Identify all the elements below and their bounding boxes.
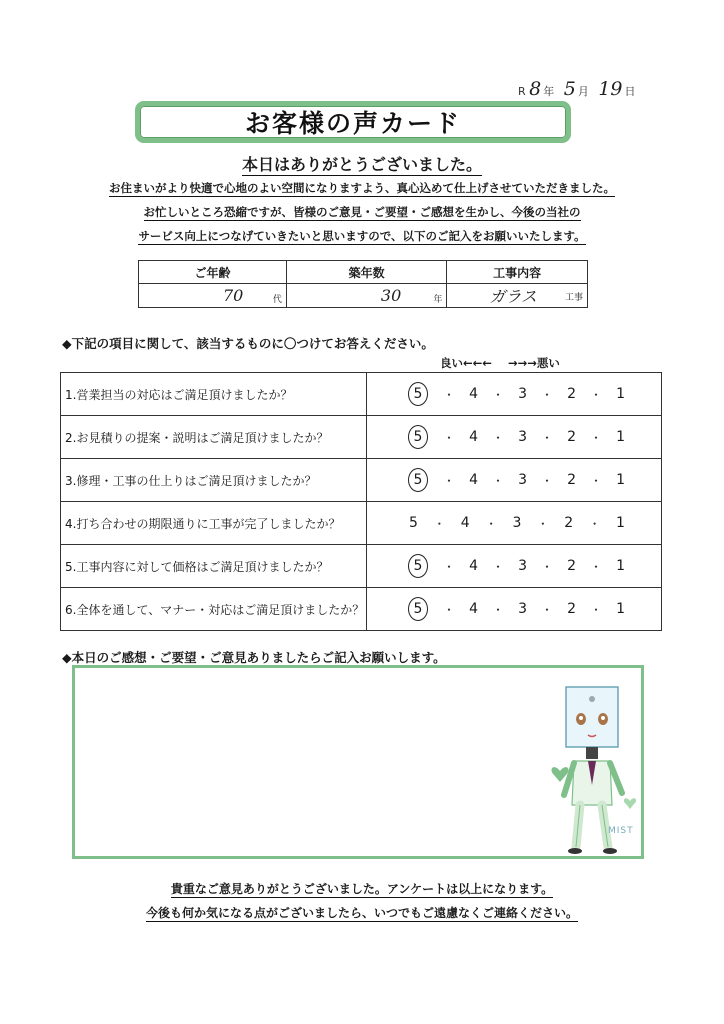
- date-month: 5: [563, 78, 576, 100]
- rating-option-1[interactable]: 1: [616, 515, 625, 531]
- rating-cell: [367, 588, 662, 631]
- survey-row: [61, 588, 662, 631]
- age-value: 70: [223, 286, 244, 305]
- comments-heading: ◆本日のご感想・ご要望・ご意見ありましたらご記入お願いします。: [62, 650, 446, 665]
- footer-line-1: [0, 880, 724, 897]
- date-year: 8: [529, 78, 542, 100]
- date-day-label: 日: [624, 85, 636, 98]
- rating-option-2[interactable]: 2: [567, 601, 576, 617]
- date-month-label: 月: [577, 85, 589, 98]
- building-age-header: 築年数: [286, 261, 446, 284]
- question-text: 6.全体を通して、マナー・対応はご満足頂けましたか？: [61, 588, 367, 631]
- date-era: R: [518, 85, 526, 98]
- rating-option-4[interactable]: 4: [469, 472, 478, 488]
- footer-text-1: 貴重なご意見ありがとうございました。アンケートは以上になります。: [170, 882, 554, 896]
- rating-separator: ・: [492, 473, 505, 488]
- survey-row: [61, 459, 662, 502]
- rating-separator: ・: [541, 602, 554, 617]
- intro-line-1: [0, 180, 724, 196]
- rating-cell: [367, 545, 662, 588]
- rating-options: [367, 468, 661, 492]
- rating-separator: ・: [443, 473, 456, 488]
- survey-row: [61, 545, 662, 588]
- rating-separator: ・: [590, 602, 603, 617]
- rating-option-3[interactable]: 3: [518, 386, 527, 402]
- rating-separator: ・: [541, 473, 554, 488]
- rating-option-5[interactable]: 5: [408, 425, 428, 449]
- rating-option-5[interactable]: 5: [408, 468, 428, 492]
- date-year-label: 年: [543, 85, 555, 98]
- rating-separator: ・: [541, 430, 554, 445]
- rating-separator: ・: [590, 559, 603, 574]
- rating-option-2[interactable]: 2: [567, 472, 576, 488]
- survey-row: [61, 502, 662, 545]
- rating-separator: ・: [492, 387, 505, 402]
- questions-heading: ◆下記の項目に関して、該当するものに〇つけてお答えください。: [62, 336, 434, 351]
- rating-scale: [440, 355, 560, 371]
- rating-option-1[interactable]: 1: [616, 558, 625, 574]
- age-header: ご年齢: [139, 261, 287, 284]
- thanks-subtitle: [0, 152, 724, 175]
- date-line: [518, 78, 642, 100]
- rating-separator: ・: [485, 516, 498, 531]
- rating-option-4[interactable]: 4: [469, 386, 478, 402]
- rating-cell: [367, 459, 662, 502]
- age-unit: 代: [272, 295, 282, 305]
- rating-option-3[interactable]: 3: [518, 472, 527, 488]
- intro-text-3: サービス向上につなげていきたいと思いますので、以下のご記入をお願いいたします。: [138, 229, 586, 243]
- building-age-cell[interactable]: [286, 284, 446, 308]
- intro-line-2: [0, 204, 724, 220]
- scale-bad: →→→悪い: [507, 356, 560, 370]
- rating-option-5[interactable]: 5: [408, 382, 428, 406]
- info-value-row: [139, 284, 588, 308]
- rating-separator: ・: [590, 473, 603, 488]
- rating-separator: ・: [590, 430, 603, 445]
- rating-option-3[interactable]: 3: [512, 515, 522, 531]
- rating-option-3[interactable]: 3: [518, 558, 527, 574]
- rating-cell: [367, 416, 662, 459]
- rating-options: [367, 554, 661, 578]
- rating-option-1[interactable]: 1: [616, 429, 625, 445]
- rating-option-4[interactable]: 4: [460, 515, 470, 531]
- survey-row: [61, 373, 662, 416]
- question-text: 5.工事内容に対して価格はご満足頂けましたか？: [61, 545, 367, 588]
- rating-separator: ・: [443, 387, 456, 402]
- rating-option-3[interactable]: 3: [518, 429, 527, 445]
- survey-row: [61, 416, 662, 459]
- rating-options: [367, 425, 661, 449]
- rating-option-4[interactable]: 4: [469, 429, 478, 445]
- rating-option-4[interactable]: 4: [469, 601, 478, 617]
- question-text: 4.打ち合わせの期限通りに工事が完了しましたか？: [61, 502, 367, 545]
- rating-option-1[interactable]: 1: [616, 601, 625, 617]
- rating-option-5[interactable]: 5: [408, 554, 428, 578]
- intro-text-2: お忙しいところ恐縮ですが、皆様のご意見・ご要望・ご感想を生かし、今後の当社の: [143, 205, 581, 219]
- rating-separator: ・: [588, 516, 601, 531]
- rating-options: [367, 382, 661, 406]
- scale-good: 良い←←←: [440, 356, 492, 370]
- rating-separator: ・: [433, 516, 446, 531]
- building-age-value: 30: [380, 286, 402, 305]
- rating-separator: ・: [541, 387, 554, 402]
- mascot-label: MIST: [608, 826, 634, 836]
- rating-option-2[interactable]: 2: [567, 558, 576, 574]
- question-text: 1.営業担当の対応はご満足頂けましたか？: [61, 373, 367, 416]
- rating-option-5[interactable]: 5: [409, 515, 418, 531]
- rating-separator: ・: [492, 602, 505, 617]
- rating-separator: ・: [492, 559, 505, 574]
- rating-options: [367, 597, 661, 621]
- rating-separator: ・: [541, 559, 554, 574]
- age-cell[interactable]: [139, 284, 287, 308]
- work-value: ガラス: [489, 287, 537, 306]
- rating-separator: ・: [443, 559, 456, 574]
- rating-separator: ・: [492, 430, 505, 445]
- question-text: 3.修理・工事の仕上りはご満足頂けましたか？: [61, 459, 367, 502]
- rating-option-2[interactable]: 2: [567, 429, 576, 445]
- rating-separator: ・: [590, 387, 603, 402]
- building-age-unit: 年: [433, 295, 443, 305]
- intro-line-3: [0, 228, 724, 244]
- rating-cell: [367, 373, 662, 416]
- rating-option-2[interactable]: 2: [564, 515, 574, 531]
- footer-line-2: [0, 904, 724, 921]
- customer-info-table: [138, 260, 588, 308]
- question-text: 2.お見積りの提案・説明はご満足頂けましたか？: [61, 416, 367, 459]
- work-cell[interactable]: [447, 284, 588, 308]
- rating-cell: [367, 502, 662, 545]
- work-unit: 工事: [564, 293, 583, 303]
- card-title: お客様の声カード: [135, 101, 571, 143]
- rating-separator: ・: [536, 516, 549, 531]
- rating-option-2[interactable]: 2: [567, 386, 576, 402]
- rating-option-3[interactable]: 3: [518, 601, 527, 617]
- rating-option-1[interactable]: 1: [616, 386, 625, 402]
- survey-table: [60, 372, 662, 631]
- rating-option-1[interactable]: 1: [616, 472, 625, 488]
- date-day: 19: [598, 78, 623, 100]
- info-header-row: [139, 261, 588, 284]
- thanks-subtitle-text: 本日はありがとうございました。: [241, 155, 482, 174]
- rating-options: [367, 515, 661, 532]
- intro-text-1: お住まいがより快適で心地のよい空間になりますよう、真心込めて仕上げさせていただきました。: [109, 181, 615, 195]
- rating-option-4[interactable]: 4: [469, 558, 478, 574]
- rating-separator: ・: [443, 602, 456, 617]
- footer-text-2: 今後も何か気になる点がございましたら、いつでもご遠慮なくご連絡ください。: [145, 906, 578, 920]
- work-header: 工事内容: [447, 261, 588, 284]
- rating-option-5[interactable]: 5: [408, 597, 428, 621]
- rating-separator: ・: [443, 430, 456, 445]
